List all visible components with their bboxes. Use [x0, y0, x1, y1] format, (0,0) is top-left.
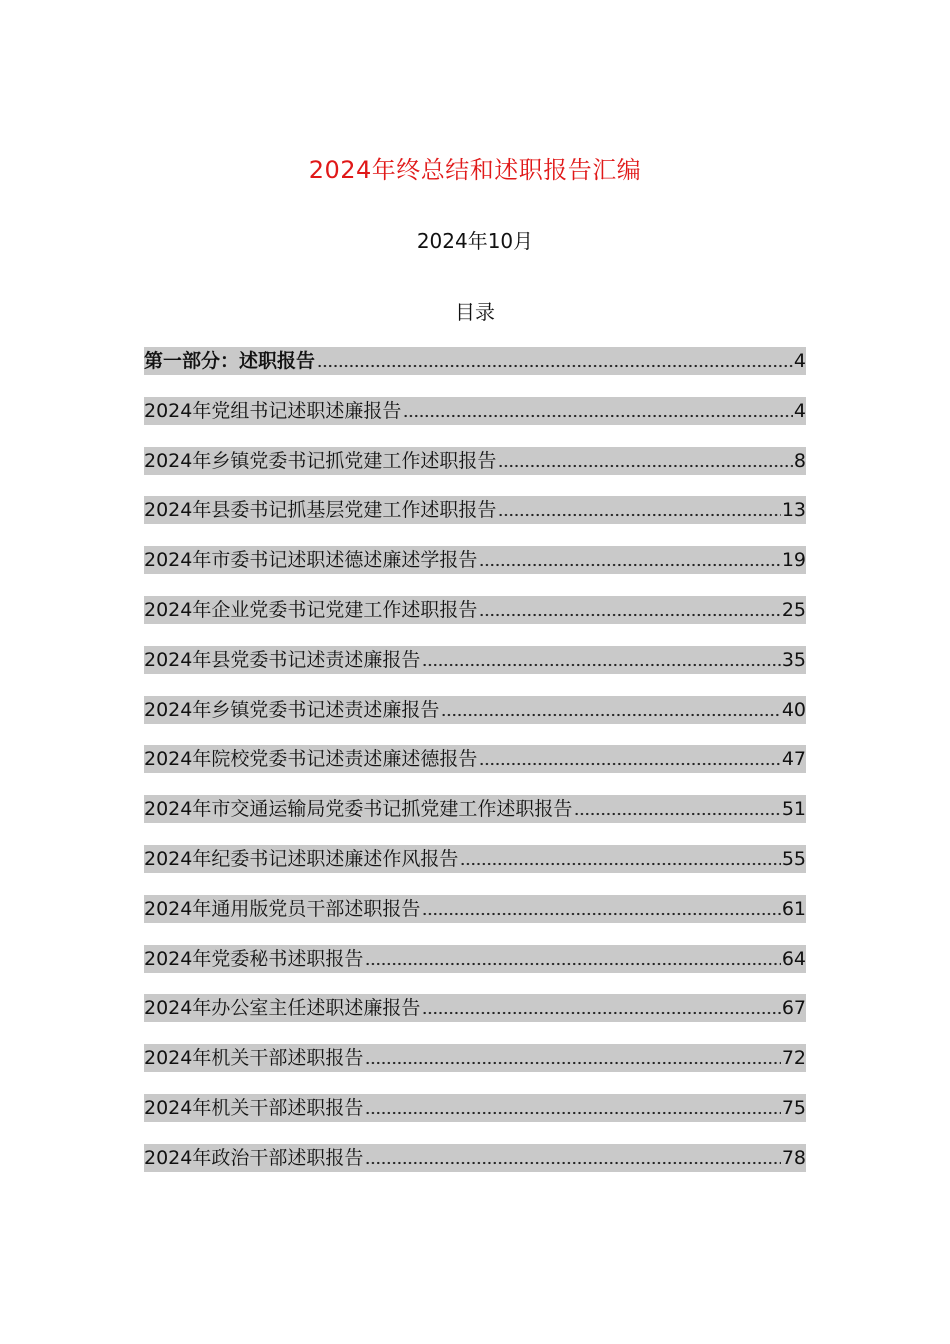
toc-entry-label: 2024年市交通运输局党委书记抓党建工作述职报告	[144, 798, 573, 821]
toc-entry[interactable]	[144, 496, 806, 524]
toc-entry[interactable]	[144, 994, 806, 1022]
toc-entry-page-number: 64	[781, 947, 806, 970]
table-of-contents	[144, 347, 806, 1194]
toc-entry-page-number: 72	[781, 1047, 806, 1070]
toc-entry-label: 2024年政治干部述职报告	[144, 1146, 364, 1169]
document-title: 2024年终总结和述职报告汇编	[308, 156, 642, 184]
toc-entry[interactable]	[144, 845, 806, 873]
toc-entry[interactable]	[144, 646, 806, 674]
toc-dot-leader	[460, 862, 780, 866]
toc-entry-label: 第一部分：述职报告	[144, 350, 316, 372]
toc-dot-leader	[441, 713, 780, 717]
toc-entry-label: 2024年党组书记述职述廉报告	[144, 399, 402, 422]
toc-entry-page-number: 4	[793, 350, 806, 372]
toc-entry-label: 2024年党委秘书述职报告	[144, 947, 364, 970]
toc-entry-label: 2024年县党委书记述责述廉报告	[144, 648, 421, 671]
toc-dot-leader	[365, 962, 780, 966]
toc-entry[interactable]	[144, 696, 806, 724]
toc-entry-page-number: 35	[781, 648, 806, 671]
toc-dot-leader	[365, 1161, 780, 1165]
toc-entry-label: 2024年办公室主任述职述廉报告	[144, 997, 421, 1020]
toc-entry-label: 2024年企业党委书记党建工作述职报告	[144, 598, 478, 621]
toc-entry-label: 2024年乡镇党委书记抓党建工作述职报告	[144, 449, 497, 472]
toc-dot-leader	[574, 812, 780, 816]
toc-entry[interactable]	[144, 447, 806, 475]
toc-entry-label: 2024年通用版党员干部述职报告	[144, 897, 421, 920]
toc-entry-page-number: 13	[781, 499, 806, 522]
toc-entry-page-number: 51	[781, 798, 806, 821]
document-date: 2024年10月	[416, 229, 534, 253]
toc-entry[interactable]	[144, 945, 806, 973]
toc-entry-page-number: 75	[781, 1096, 806, 1119]
toc-entry-label: 2024年机关干部述职报告	[144, 1047, 364, 1070]
toc-dot-leader	[365, 1061, 780, 1065]
toc-dot-leader	[479, 762, 780, 766]
toc-entry[interactable]	[144, 895, 806, 923]
toc-dot-leader	[365, 1111, 780, 1115]
toc-dot-leader	[498, 513, 780, 517]
toc-entry-page-number: 47	[781, 748, 806, 771]
toc-entry-page-number: 78	[781, 1146, 806, 1169]
toc-entry[interactable]	[144, 546, 806, 574]
toc-entry-page-number: 55	[781, 847, 806, 870]
toc-entry[interactable]	[144, 596, 806, 624]
toc-entry-label: 2024年机关干部述职报告	[144, 1096, 364, 1119]
toc-entry[interactable]	[144, 397, 806, 425]
toc-dot-leader	[422, 663, 780, 667]
toc-entry[interactable]	[144, 1144, 806, 1172]
toc-entry-page-number: 8	[793, 449, 806, 472]
toc-entry-page-number: 19	[781, 549, 806, 572]
toc-dot-leader	[422, 1011, 780, 1015]
toc-entry-page-number: 40	[781, 698, 806, 721]
toc-entry-page-number: 4	[793, 399, 806, 422]
toc-entry[interactable]	[144, 745, 806, 773]
toc-dot-leader	[422, 912, 780, 916]
toc-entry-label: 2024年乡镇党委书记述责述廉报告	[144, 698, 440, 721]
toc-dot-leader	[317, 364, 793, 368]
toc-entry[interactable]	[144, 795, 806, 823]
toc-dot-leader	[479, 563, 780, 567]
toc-entry-page-number: 61	[781, 897, 806, 920]
toc-entry[interactable]	[144, 1044, 806, 1072]
toc-entry-label: 2024年院校党委书记述责述廉述德报告	[144, 748, 478, 771]
toc-dot-leader	[479, 613, 780, 617]
toc-entry-label: 2024年县委书记抓基层党建工作述职报告	[144, 499, 497, 522]
toc-entry[interactable]	[144, 347, 806, 375]
toc-entry-label: 2024年纪委书记述职述廉述作风报告	[144, 847, 459, 870]
toc-dot-leader	[498, 464, 793, 468]
toc-heading: 目录	[455, 300, 495, 324]
toc-entry[interactable]	[144, 1094, 806, 1122]
toc-dot-leader	[403, 414, 793, 418]
toc-entry-page-number: 25	[781, 598, 806, 621]
toc-entry-page-number: 67	[781, 997, 806, 1020]
toc-entry-label: 2024年市委书记述职述德述廉述学报告	[144, 549, 478, 572]
